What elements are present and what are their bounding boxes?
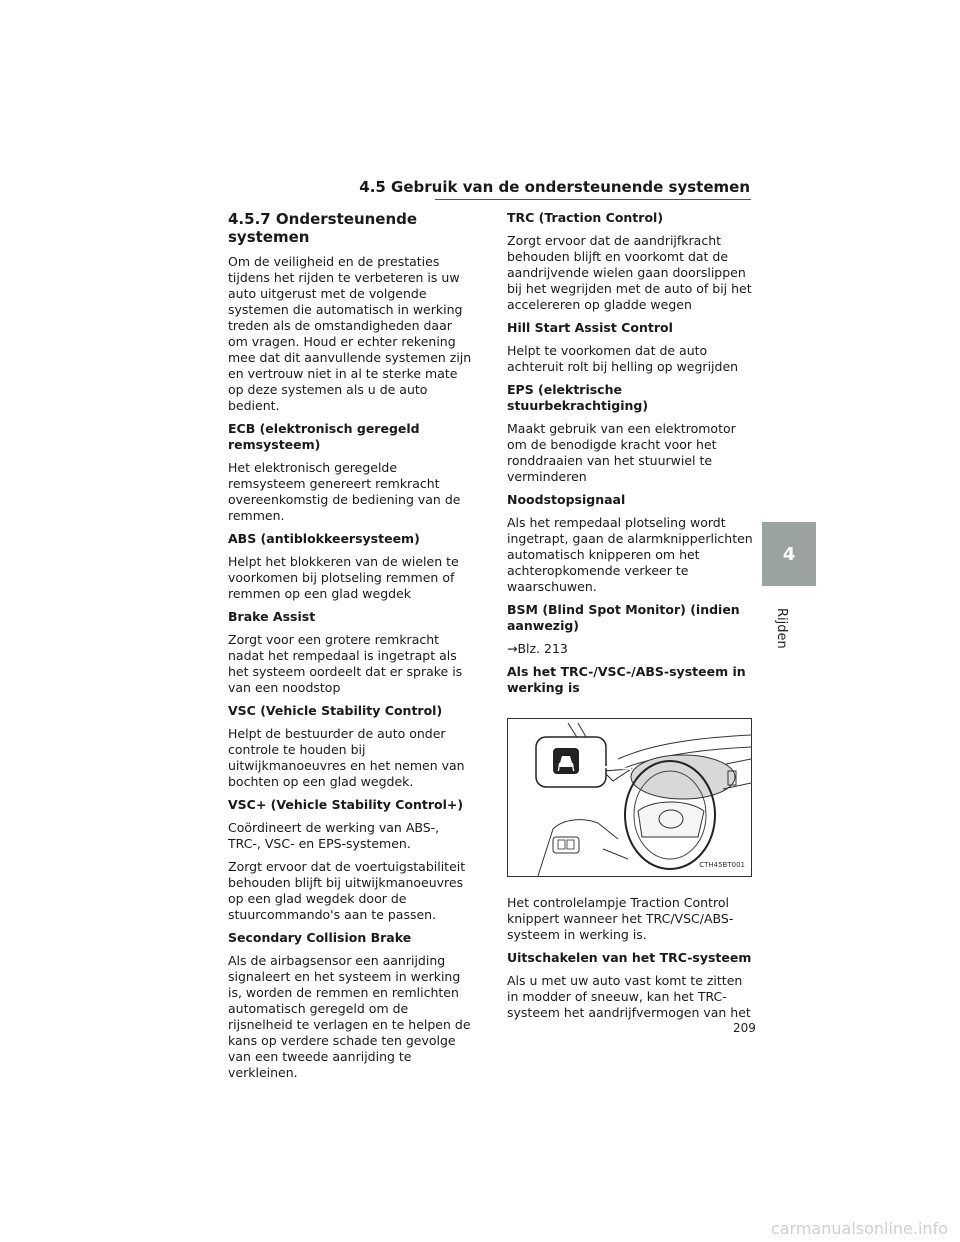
- paragraph: Maakt gebruik van een elektromotor om de benodigde kracht voor het ronddraaien van het stuurwiel te verminderen: [507, 421, 736, 484]
- subheading: BSM (Blind Spot Monitor) (indien aanwezig): [507, 602, 740, 633]
- paragraph: Om de veiligheid en de prestaties tijdens het rijden te verbeteren is uw auto uitgerust met de volgende systemen die automatisch in werking treden als de omstandigheden daar om vragen. Houd er echter rekening mee dat dit aanvullende systemen zijn en vertrouw niet in al te sterke mate op deze systemen als u de auto bedient.: [228, 254, 472, 413]
- subheading: Brake Assist: [228, 609, 316, 624]
- left-column: [228, 210, 474, 1088]
- subheading: ABS (antiblokkeersysteem): [228, 531, 420, 546]
- chapter-number: 4: [782, 543, 796, 565]
- paragraph: Zorgt ervoor dat de voertuigstabiliteit behouden blijft bij uitwijkmanoeuvres op een glad wegdek door de stuurcommando's aan te passen.: [228, 859, 466, 922]
- paragraph: Helpt de bestuurder de auto onder controle te houden bij uitwijkmanoeuvres en het nemen van bochten op een glad wegdek.: [228, 726, 465, 789]
- page-number: 209: [733, 1021, 756, 1035]
- subheading: EPS (elektrische stuurbekrachtiging): [507, 382, 649, 413]
- subheading: TRC (Traction Control): [507, 210, 664, 225]
- figure-code: CTH45BT001: [699, 861, 745, 869]
- running-header: 4.5 Gebruik van de ondersteunende systemen: [359, 178, 750, 196]
- subheading: Als het TRC-/VSC-/ABS-systeem in werking is: [507, 664, 746, 695]
- paragraph: Het elektronisch geregelde remsysteem genereert remkracht overeenkomstig de bediening van de remmen.: [228, 460, 461, 523]
- section-title: 4.5.7 Ondersteunende systemen: [228, 210, 418, 246]
- paragraph: Helpt te voorkomen dat de auto achteruit rolt bij helling op wegrijden: [507, 343, 739, 374]
- paragraph: →Blz. 213: [507, 641, 568, 656]
- subheading: VSC+ (Vehicle Stability Control+): [228, 797, 464, 812]
- subheading: VSC (Vehicle Stability Control): [228, 703, 443, 718]
- subheading: Noodstopsignaal: [507, 492, 626, 507]
- paragraph: Zorgt voor een grotere remkracht nadat het rempedaal is ingetrapt als het systeem oordeelt dat er sprake is van een noodstop: [228, 632, 463, 695]
- paragraph: Als de airbagsensor een aanrijding signaleert en het systeem in werking is, worden de remmen en remlichten automatisch geregeld om de rijsnelheid te verlagen en te helpen de kans op verdere schade ten gevolge van een tweede aanrijding te verkleinen.: [228, 953, 471, 1080]
- traction-control-indicator-icon: [553, 748, 579, 774]
- right-column-top: [507, 210, 755, 696]
- paragraph: Als u met uw auto vast komt te zitten in modder of sneeuw, kan het TRC-systeem het aandrijfvermogen van het: [507, 973, 751, 1020]
- subheading: ECB (elektronisch geregeld remsysteem): [228, 421, 420, 452]
- header-rule: [435, 199, 751, 200]
- right-column-bottom: [507, 895, 755, 1021]
- subheading: Secondary Collision Brake: [228, 930, 412, 945]
- paragraph: Coördineert de werking van ABS-, TRC-, VSC- en EPS-systemen.: [228, 820, 440, 851]
- chapter-tab: [762, 522, 816, 586]
- paragraph: Als het rempedaal plotseling wordt ingetrapt, gaan de alarmknipperlichten automatisch knipperen om het achteropkomende verkeer te waarschuwen.: [507, 515, 753, 594]
- dashboard-illustration: [507, 718, 752, 877]
- left-column-body: [228, 254, 474, 1081]
- chapter-label: Rijden: [774, 608, 789, 649]
- paragraph: Zorgt ervoor dat de aandrijfkracht behouden blijft en voorkomt dat de aandrijvende wielen gaan doorslippen bij het wegrijden met de auto of bij het accelereren op gladde wegen: [507, 233, 752, 312]
- subheading: Hill Start Assist Control: [507, 320, 673, 335]
- right-column: [507, 210, 755, 1028]
- paragraph: Helpt het blokkeren van de wielen te voorkomen bij plotseling remmen of remmen op een glad wegdek: [228, 554, 459, 601]
- watermark: carmanualsonline.info: [770, 1219, 948, 1238]
- dashboard-drawing: [508, 719, 751, 876]
- paragraph: Het controlelampje Traction Control knippert wanneer het TRC/VSC/ABS-systeem in werking is.: [507, 895, 734, 942]
- subheading: Uitschakelen van het TRC-systeem: [507, 950, 752, 965]
